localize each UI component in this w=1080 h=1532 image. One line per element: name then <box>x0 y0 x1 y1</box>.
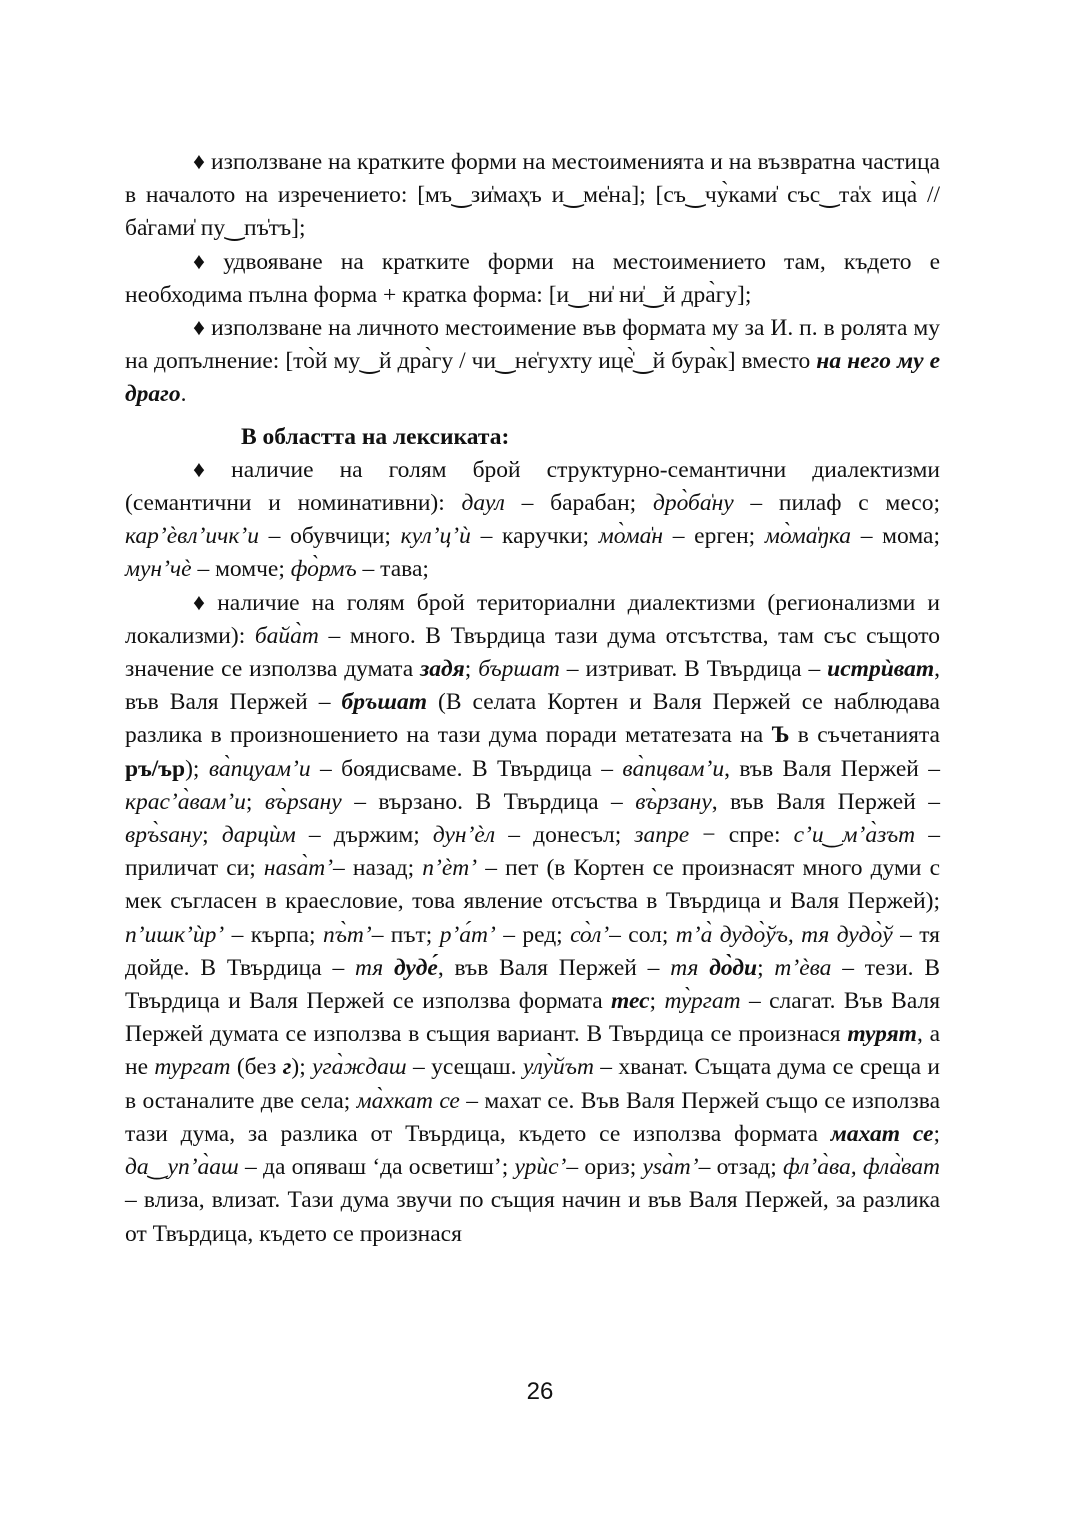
emphasis-run: да‿уп’а̀аш <box>125 1154 239 1181</box>
emphasis-run: кар’ѐвл’ичк’и <box>125 523 259 550</box>
emphasis-run: до̀ди <box>709 954 758 981</box>
emphasis-run: връ̀ѕану <box>125 822 203 849</box>
text-run: наличие на голям брой териториални диалектизми (регионализми и локализми): <box>125 589 940 649</box>
emphasis-run: мо̀ма̍ŋка <box>764 523 852 550</box>
text-run: ; <box>245 788 265 815</box>
text-run: удвояване на кратките форми на местоимението там, където е необходима пълна форма + кратка форма: [и‿ни̍ ни̍‿й дра̀гу]; <box>125 248 940 308</box>
intro-paragraphs <box>125 146 940 412</box>
text-run: използване на личното местоимение във формата му за И. п. в ролята му на допълнение: [то̀й му‿й дра̀гу / чи‿не̍гухту ице̍̀‿й бура̀к] вместо <box>125 315 940 375</box>
text-run: ); <box>185 755 209 782</box>
text-run: – кърпа; <box>224 921 323 948</box>
text-run: – изтриват. В Твърдица – <box>559 656 828 683</box>
emphasis-run: с’и‿м’а̀зът <box>793 822 916 849</box>
emphasis-run: ма̀хкат се <box>356 1087 460 1114</box>
text-run: – донесъл; <box>495 822 635 849</box>
emphasis-run: фл’а̀ва, фла̍̀ват <box>783 1154 941 1181</box>
bullet-icon: ♦ <box>193 456 226 483</box>
text-run: , а не <box>125 1021 940 1081</box>
text-run: – махат се. Във Валя Пержей също се използва тази дума, за разлика от Твърдица, където се използва формата <box>125 1087 941 1147</box>
text-run: – усещаш. <box>406 1054 523 1081</box>
text-run: – отзад; <box>698 1154 784 1181</box>
emphasis-run: мо̀ма̍н <box>598 523 664 550</box>
emphasis-run: тес <box>611 988 650 1015</box>
emphasis-run: пъ̀т’ <box>322 921 372 948</box>
bullet-icon: ♦ <box>193 589 212 616</box>
emphasis-run: дун’ѐл <box>432 822 496 849</box>
bullet-icon: ♦ <box>193 315 206 342</box>
text-run: . <box>180 381 187 408</box>
emphasis-run: п’ѐт’ <box>422 855 478 882</box>
text-run: – път; <box>371 921 440 948</box>
emphasis-run: задя <box>420 656 465 683</box>
text-run: – вързано. В Твърдица – <box>341 788 636 815</box>
lexis-paragraphs <box>125 454 940 1251</box>
emphasis-run: истрѝват <box>827 656 935 683</box>
bullet-icon: ♦ <box>193 248 218 275</box>
text-run: – приличат си; <box>125 822 941 882</box>
emphasis-run: наѕа̀т’ <box>263 855 334 882</box>
text-run: , във Валя Пержей – <box>437 954 671 981</box>
emphasis-run: т’а̀ дудо̀ўъ, тя дудо̀ў <box>675 921 893 948</box>
text-run: ; <box>202 822 222 849</box>
text-run: ; <box>649 988 665 1015</box>
paragraph <box>125 246 940 312</box>
text-run: − спре: <box>689 822 794 849</box>
text-run: наличие на голям брой структурно-семантични диалектизми (семантични и номинативни): <box>125 456 940 517</box>
text-run: в съчетанията <box>789 722 940 749</box>
emphasis-run: тя <box>355 954 395 981</box>
emphasis-run: мун’чѐ <box>125 556 192 583</box>
emphasis-run: уга̀ждаш <box>312 1054 407 1081</box>
emphasis-run: даул <box>461 490 505 517</box>
emphasis-run: улу̀йът <box>522 1054 594 1081</box>
emphasis-run: р’а́т’ <box>439 921 496 948</box>
emphasis-run: Ъ <box>771 722 790 749</box>
page-number: 26 <box>526 1378 554 1405</box>
text-run: (В селата Кортен и Валя Пержей се наблюдава разлика в произношението на тази дума поради метатезата на <box>125 689 940 749</box>
text-run: ; <box>933 1120 940 1147</box>
emphasis-run: г <box>282 1054 292 1081</box>
emphasis-run: дро̀ба̍ну <box>652 490 734 517</box>
emphasis-run: крас’а̀вам’и <box>125 788 246 815</box>
text-run: – боядисваме. В Твърдица – <box>310 755 623 782</box>
document-body <box>125 146 940 1251</box>
text-run: – ред; <box>495 921 571 948</box>
text-run: , във Валя Пержей – <box>711 788 940 815</box>
text-run: – обувчици; <box>258 523 401 550</box>
text-run: – тава; <box>356 556 429 583</box>
text-run: – каручки; <box>470 523 599 550</box>
emphasis-run: махат се <box>830 1120 934 1147</box>
text-run: – да опяваш ‘да осветиш’; <box>238 1154 515 1181</box>
text-run: ); <box>291 1054 313 1081</box>
emphasis-run: въ̀рѕану <box>264 788 342 815</box>
text-run: – пилаф с месо; <box>733 490 940 517</box>
emphasis-run: байа̀т <box>254 622 319 649</box>
text-run: (без <box>230 1054 283 1081</box>
text-run: използване на кратките форми на местоименията и на възвратна частица в началото на изречението: [мъ‿зи̍маҳъ и‿ме̍на]; [съ‿чу̀ками̍ със‿та̍х ица̀ // ба̍гами̍ пу‿пъ̍тъ]; <box>125 149 940 242</box>
emphasis-run: тургат <box>154 1054 231 1081</box>
emphasis-run: запре <box>634 822 690 849</box>
text-run: , във Валя Пержей – <box>724 755 940 782</box>
bullet-icon: ♦ <box>193 149 206 175</box>
paragraph <box>125 454 940 587</box>
emphasis-run: въ̀рзану <box>635 788 712 815</box>
emphasis-run: уѕа̀т’ <box>642 1154 699 1181</box>
paragraph <box>125 312 940 412</box>
text-run: – барабан; <box>504 490 653 517</box>
emphasis-run: ту̀ргат <box>664 988 741 1015</box>
emphasis-run: на него му е драго <box>125 348 940 408</box>
emphasis-run: дуде́ <box>394 954 438 981</box>
text-run: – тя дойде. В Твърдица – <box>125 921 940 981</box>
emphasis-run: бършат <box>478 656 560 683</box>
section-heading: В областта на лексиката: <box>241 423 510 450</box>
paragraph <box>125 146 940 246</box>
text-run: – ерген; <box>663 523 765 550</box>
text-run: – държим; <box>295 822 433 849</box>
emphasis-run: со̀л’ <box>570 921 610 948</box>
text-run: – много. В Твърдица тази дума отсътства, там със същото значение се използва думата <box>125 622 941 683</box>
text-run: – ориз; <box>566 1154 643 1181</box>
text-run: ; <box>757 954 775 981</box>
text-run: – мома; <box>851 523 941 550</box>
text-run: – назад; <box>333 855 423 882</box>
emphasis-run: п’ишк’ѝр’ <box>125 921 225 948</box>
text-run: – слагат. Във Валя Пержей думата се използва в същия вариант. В Твърдица се произнася <box>125 988 941 1048</box>
emphasis-run: турят <box>847 1021 917 1048</box>
emphasis-run: бръшат <box>341 689 427 716</box>
emphasis-run: тя <box>670 954 710 981</box>
emphasis-run: ва̀пцуам’и <box>208 755 311 782</box>
text-run: – момче; <box>191 556 291 583</box>
text-run: ; <box>464 656 479 683</box>
text-run: – тези. В Твърдица и Валя Пержей се използва формата <box>125 954 941 1015</box>
emphasis-run: урѝс’ <box>514 1154 567 1181</box>
text-run: – сол; <box>609 921 676 948</box>
paragraph <box>125 587 940 1251</box>
emphasis-run: дарцѝм <box>221 822 296 849</box>
emphasis-run: кул’ц’ѝ <box>400 523 471 550</box>
text-run: , във Валя Пержей – <box>125 656 941 716</box>
emphasis-run: ръ/ър <box>125 755 186 782</box>
text-run: – хванат. Същата дума се среща и в останалите две села; <box>125 1054 940 1114</box>
emphasis-run: ва̀пцвам’и <box>622 755 725 782</box>
text-run: – пет (в Кортен се произнасят много думи с мек съгласен в краесловие, това явление отсъства в Твърдица и Валя Пержей); <box>125 855 941 915</box>
emphasis-run: т’ѐва <box>774 954 832 981</box>
text-run: – влиза, влизат. Тази дума звучи по същия начин и във Валя Пержей, за разлика от Твърдица, където се произнася <box>125 1187 940 1247</box>
emphasis-run: фо̀рмъ <box>290 556 357 583</box>
